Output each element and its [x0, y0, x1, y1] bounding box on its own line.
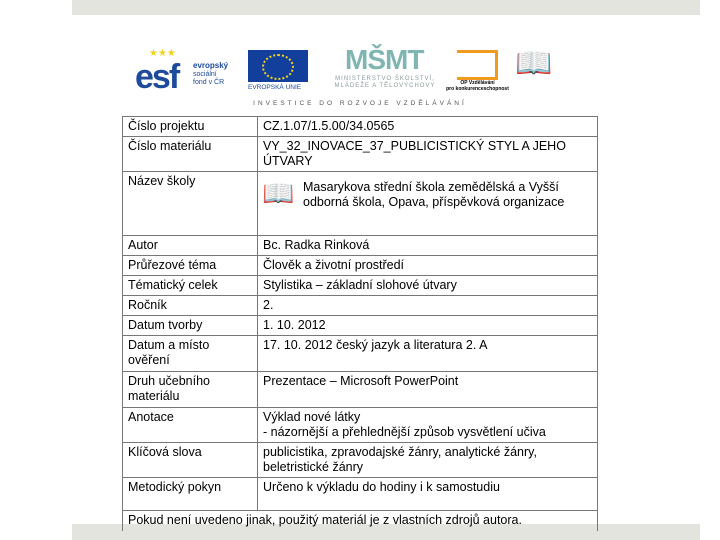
school-book-icon: 📖 [515, 47, 553, 80]
msmt-mark: MŠMT [345, 44, 424, 75]
table-row [123, 117, 598, 137]
row-label: Průřezové téma [123, 256, 258, 276]
op-logo [445, 44, 510, 96]
esf-text-1: evropský [193, 61, 229, 70]
row-label: Název školy [123, 172, 258, 236]
table-row [123, 336, 598, 372]
table-row [123, 137, 598, 172]
esf-logo [135, 44, 245, 96]
msmt-text-1: MINISTERSTVO ŠKOLSTVÍ, [335, 76, 435, 82]
row-value [258, 172, 598, 236]
table-row [123, 276, 598, 296]
row-label: Klíčová slova [123, 443, 258, 478]
row-value: CZ.1.07/1.5.00/34.0565 [258, 117, 598, 137]
op-text-1: OP Vzdělávání [460, 80, 495, 86]
value-line: Výklad nové látky [263, 410, 361, 424]
school-logo-icon: 📖 [262, 178, 295, 208]
op-text-2: pro konkurenceschopnost [446, 86, 509, 92]
row-value: Bc. Radka Rinková [258, 236, 598, 256]
op-arrow-icon [457, 50, 498, 80]
row-label: Číslo projektu [123, 117, 258, 137]
row-value: 17. 10. 2012 český jazyk a literatura 2. A [258, 336, 598, 372]
table-row [123, 172, 598, 236]
footer-note: Pokud není uvedeno jinak, použitý materiál je z vlastních zdrojů autora. [123, 511, 598, 531]
table-row [123, 372, 598, 408]
eu-logo [248, 44, 308, 96]
row-value: Prezentace – Microsoft PowerPoint [258, 372, 598, 408]
row-value: Určeno k výkladu do hodiny i k samostudiu [258, 478, 598, 511]
table-row [123, 256, 598, 276]
table-row [123, 443, 598, 478]
eu-flag-icon [248, 50, 308, 82]
esf-mark: esf [135, 58, 179, 96]
row-label: Tématický celek [123, 276, 258, 296]
table-row [123, 236, 598, 256]
row-label: Datum a místo ověření [123, 336, 258, 372]
info-table [122, 116, 598, 531]
top-bar [72, 0, 700, 15]
row-value: Stylistika – základní slohové útvary [258, 276, 598, 296]
row-label: Autor [123, 236, 258, 256]
row-value: VY_32_INOVACE_37_PUBLICISTICKÝ STYL A JEHO ÚTVARY [258, 137, 598, 172]
esf-text-3: fond v ČR [193, 79, 225, 86]
tagline: INVESTICE DO ROZVOJE VZDĚLÁVÁNÍ [253, 100, 467, 107]
school-name-1: Masarykova střední škola zemědělská a Vyšší [303, 180, 559, 194]
row-label: Metodický pokyn [123, 478, 258, 511]
table-row [123, 511, 598, 531]
value-line: publicistika, zpravodajské žánry, analytické žánry, [263, 445, 537, 459]
table-row [123, 478, 598, 511]
eu-label: EVROPSKÁ UNIE [248, 84, 302, 91]
row-label: Druh učebního materiálu [123, 372, 258, 408]
logo-strip [130, 44, 570, 96]
school-name-2: odborná škola, Opava, příspěvková organizace [303, 195, 565, 209]
esf-text-2: sociální [193, 71, 217, 78]
star-icon: ★★★ [149, 48, 176, 59]
row-label: Ročník [123, 296, 258, 316]
row-value [258, 408, 598, 443]
row-value: Člověk a životní prostředí [258, 256, 598, 276]
row-value [258, 443, 598, 478]
msmt-text-2: MLÁDEŽE A TĚLOVÝCHOVY [334, 83, 436, 89]
row-label: Anotace [123, 408, 258, 443]
table-row [123, 408, 598, 443]
table-row [123, 316, 598, 336]
value-line: beletristické žánry [263, 460, 364, 474]
row-label: Datum tvorby [123, 316, 258, 336]
table-row [123, 296, 598, 316]
value-line: - názornější a přehlednější způsob vysvětlení učiva [263, 425, 546, 439]
row-value: 2. [258, 296, 598, 316]
row-label: Číslo materiálu [123, 137, 258, 172]
row-value: 1. 10. 2012 [258, 316, 598, 336]
msmt-logo [315, 44, 455, 96]
